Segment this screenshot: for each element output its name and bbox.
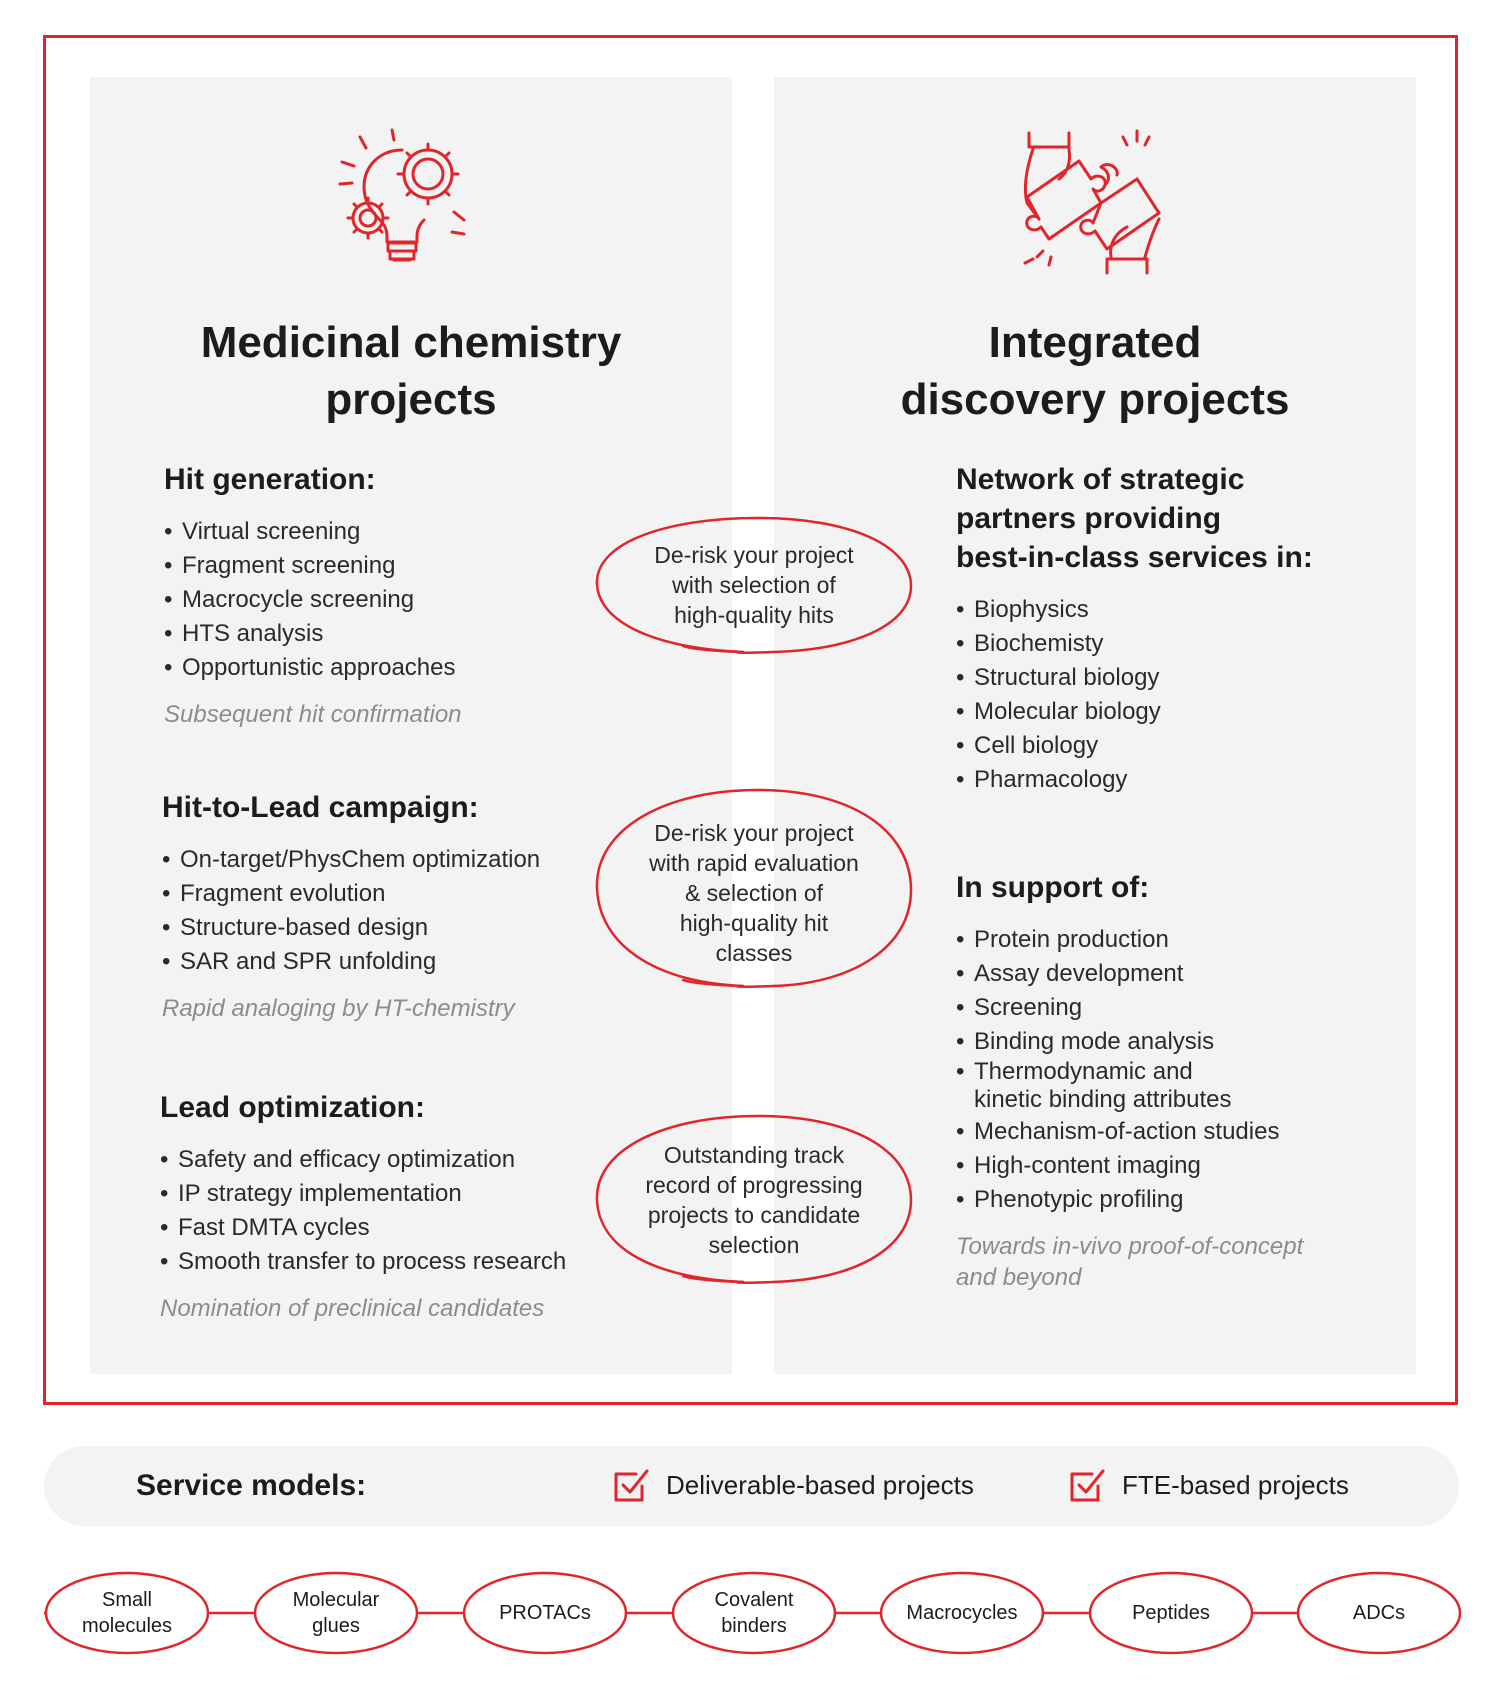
hit-to-lead-heading: Hit-to-Lead campaign:	[162, 791, 479, 824]
deliverable-based-label: Deliverable-based projects	[666, 1470, 974, 1500]
list-item: • On-target/PhysChem optimization	[162, 846, 541, 873]
lead-optimization-note: Nomination of preclinical candidates	[160, 1295, 545, 1322]
medicinal-chemistry-title: Medicinal chemistry projects	[200, 318, 622, 424]
hit-to-lead-list	[162, 843, 540, 979]
list-item: • High-content imaging	[956, 1152, 1201, 1179]
modality-molecular-glues: Molecular glues	[292, 1589, 380, 1637]
list-item: • Phenotypic profiling	[956, 1186, 1184, 1213]
list-item-continuation: kinetic binding attributes	[974, 1086, 1232, 1113]
list-item: • Mechanism-of-action studies	[956, 1118, 1280, 1145]
list-item: • Structure-based design	[162, 914, 429, 941]
service-models-bar	[44, 1446, 1459, 1526]
list-item: • Biochemisty	[956, 630, 1104, 657]
hit-generation-section	[164, 460, 462, 730]
list-item: • Protein production	[956, 926, 1169, 953]
lightbulb-gears-icon	[330, 122, 480, 272]
deliverable-based-option[interactable]	[612, 1466, 974, 1504]
list-item: • Fast DMTA cycles	[160, 1214, 370, 1241]
list-item: • Opportunistic approaches	[164, 654, 456, 681]
list-item: • Fragment evolution	[162, 880, 386, 907]
hands-puzzle-icon	[1019, 127, 1169, 277]
fte-based-option[interactable]	[1068, 1466, 1349, 1504]
callout-hits	[593, 512, 933, 662]
list-item: • Smooth transfer to process research	[160, 1248, 567, 1275]
modality-peptides: Peptides	[1132, 1602, 1210, 1624]
modality-macrocycles: Macrocycles	[906, 1602, 1018, 1624]
modalities-chain	[0, 1568, 1500, 1658]
hit-to-lead-note: Rapid analoging by HT-chemistry	[162, 995, 515, 1022]
callout-hit-classes	[593, 784, 933, 994]
list-item: • IP strategy implementation	[160, 1180, 462, 1207]
hit-generation-note: Subsequent hit confirmation	[164, 701, 462, 728]
list-item: • Safety and efficacy optimization	[160, 1146, 516, 1173]
modality-small-molecules: Small molecules	[81, 1589, 173, 1637]
network-list	[956, 593, 1313, 797]
list-item: • Thermodynamic and	[956, 1058, 1193, 1085]
list-item: • HTS analysis	[164, 620, 324, 647]
list-item: • Binding mode analysis	[956, 1028, 1215, 1055]
list-item: • Cell biology	[956, 732, 1099, 759]
callout-hits-text: De-risk your project with selection of high-quality hits	[654, 542, 854, 628]
list-item: • SAR and SPR unfolding	[162, 948, 437, 975]
checkbox-checked-icon[interactable]	[1068, 1466, 1106, 1504]
list-item: • Screening	[956, 994, 1083, 1021]
hit-to-lead-section	[162, 788, 540, 1024]
support-section	[956, 868, 1303, 1293]
list-item: • Molecular biology	[956, 698, 1161, 725]
list-item: • Virtual screening	[164, 518, 361, 545]
network-heading: Network of strategic partners providing best-in-class services in:	[956, 463, 1313, 574]
list-item: • Biophysics	[956, 596, 1089, 623]
list-item: • Assay development	[956, 960, 1184, 987]
lead-optimization-section	[160, 1088, 566, 1324]
support-note: Towards in-vivo proof-of-concept and beyond	[956, 1233, 1304, 1291]
integrated-discovery-title: Integrated discovery projects	[900, 318, 1290, 424]
lead-optimization-heading: Lead optimization:	[160, 1091, 425, 1124]
callout-hit-classes-text: De-risk your project with rapid evaluation & selection of high-quality hit classes	[649, 820, 859, 966]
callout-candidate	[593, 1110, 933, 1290]
modality-protacs: PROTACs	[499, 1602, 591, 1624]
list-item: • Structural biology	[956, 664, 1160, 691]
list-item: • Pharmacology	[956, 766, 1128, 793]
checkbox-checked-icon[interactable]	[612, 1466, 650, 1504]
service-models-title: Service models:	[136, 1469, 367, 1502]
modality-covalent-binders: Covalent binders	[714, 1589, 794, 1637]
modality-adcs: ADCs	[1352, 1602, 1406, 1624]
list-item: • Macrocycle screening	[164, 586, 415, 613]
lead-optimization-list	[160, 1143, 566, 1279]
list-item: • Fragment screening	[164, 552, 396, 579]
hit-generation-heading: Hit generation:	[164, 463, 376, 496]
support-list	[956, 923, 1303, 1217]
fte-based-label: FTE-based projects	[1122, 1470, 1349, 1500]
hit-generation-list	[164, 515, 462, 685]
network-section	[956, 460, 1313, 797]
support-heading: In support of:	[956, 871, 1150, 904]
callout-candidate-text: Outstanding track record of progressing projects to candidate selection	[645, 1142, 863, 1258]
